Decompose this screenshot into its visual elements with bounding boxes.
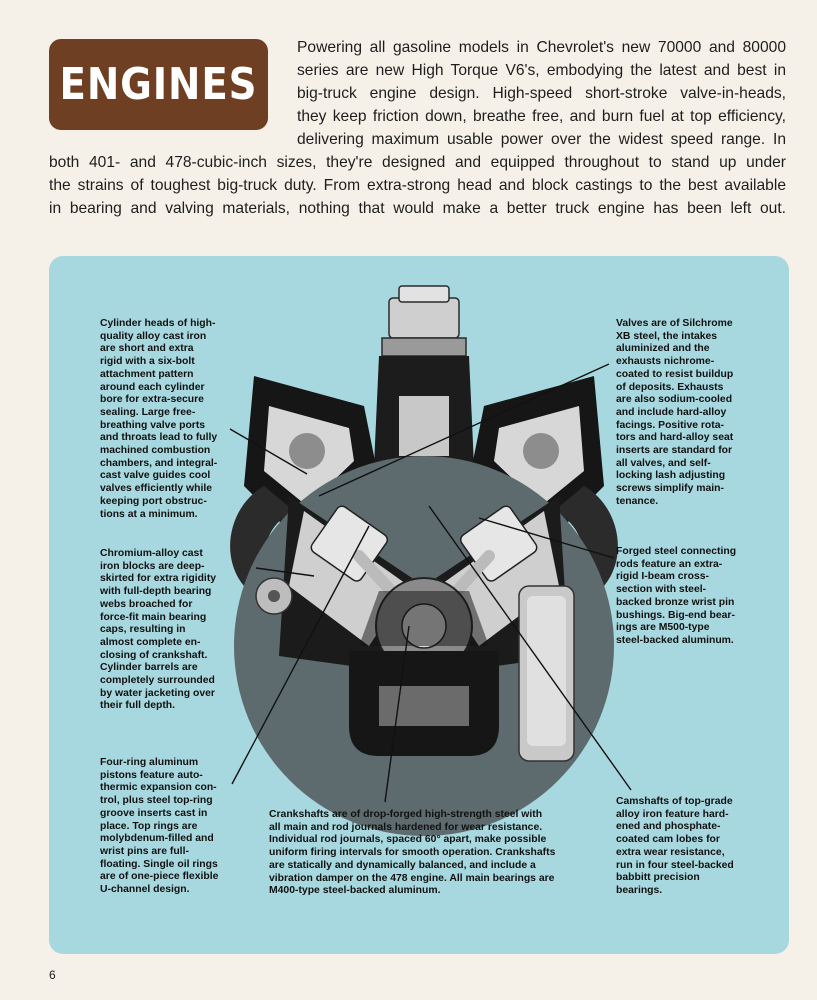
caption-pistons: Four-ring aluminum pistons feature auto- thermic expansion con- trol, plus steel top-ring groove inserts cast in place. Top rings are molybdenum-filled and wrist pins are full- floating. Single oil rings are of one-piece flexible U-channel design. [100,757,219,896]
intro-line: in bearing and valving materials, nothing that would make a better truck engine has been left out. [49,200,786,217]
page-number: 6 [49,968,56,982]
intro-line: both 401- and 478-cubic-inch sizes, they're designed and equipped throughout to stand up under [49,154,786,171]
intro-line: series are new High Torque V6's, embodying the latest and best in [297,62,786,79]
oil-filter [519,586,574,761]
caption-connecting-rods: Forged steel connecting rods feature an extra- rigid I-beam cross- section with steel- backed bronze wrist pin bushings. Big-end bear- ings are M500-type steel-backed aluminum. [616,546,737,646]
engine-diagram-panel [49,256,789,954]
caption-cylinder-blocks: Chromium-alloy cast iron blocks are deep- skirted for extra rigidity with full-depth bearing webs broached for force-fit main bearing caps, resulting in almost complete en- closing of crankshaft. Cylinder barrels are completely surrounded by water jacketing over their full depth. [100,548,217,712]
intro-line: delivering maximum usable power over the widest speed range. In [297,131,786,148]
caption-valves: Valves are of Silchrome XB steel, the intakes aluminized and the exhausts nichrome- coated to resist buildup of deposits. Exhausts are also sodium-cooled and include hard-alloy facings. Positive rota- tors and hard-alloy seat inserts are standard for all valves, and self- locking lash adjusting screws simplify main- tenance. [616,318,734,507]
fuel-pump [256,578,292,614]
intro-line: Powering all gasoline models in Chevrolet's new 70000 and 80000 [297,39,786,56]
caption-cylinder-heads: Cylinder heads of high- quality alloy cast iron are short and extra rigid with a six-bolt attachment pattern around each cylinder bore for extra-secure sealing. Large free- breathing valve ports and throats lead to fully machined combustion chambers, and integral- cast valve guides cool valves efficiently while keeping port obstruc- tions at a minimum. [100,318,218,520]
intro-line: the strains of toughest big-truck duty. From extra-strong head and block castings to the best available [49,177,786,194]
intro-line: they keep friction down, breathe free, and burn fuel at top efficiency, [297,108,786,125]
engines-heading: ENGINES [59,59,258,110]
caption-crankshafts: Crankshafts are of drop-forged high-strength steel with all main and rod journals hardened for wear resistance. Individual rod journals, spaced 60° apart, make possible uniform firing intervals for smooth operation. Crankshafts are statically and dynamically balanced, and include a vibration damper on the 478 engine. All main bearings are M400-type steel-backed aluminum. [269,809,556,897]
intro-line: big-truck engine design. High-speed short-stroke valve-in-heads, [297,85,786,102]
carburetor [382,286,466,356]
caption-camshafts: Camshafts of top-grade alloy iron feature hard- ened and phosphate- coated cam lobes for extra wear resistance, run in four steel-backed babbitt precision bearings. [616,796,734,896]
engines-heading-badge [49,39,268,130]
